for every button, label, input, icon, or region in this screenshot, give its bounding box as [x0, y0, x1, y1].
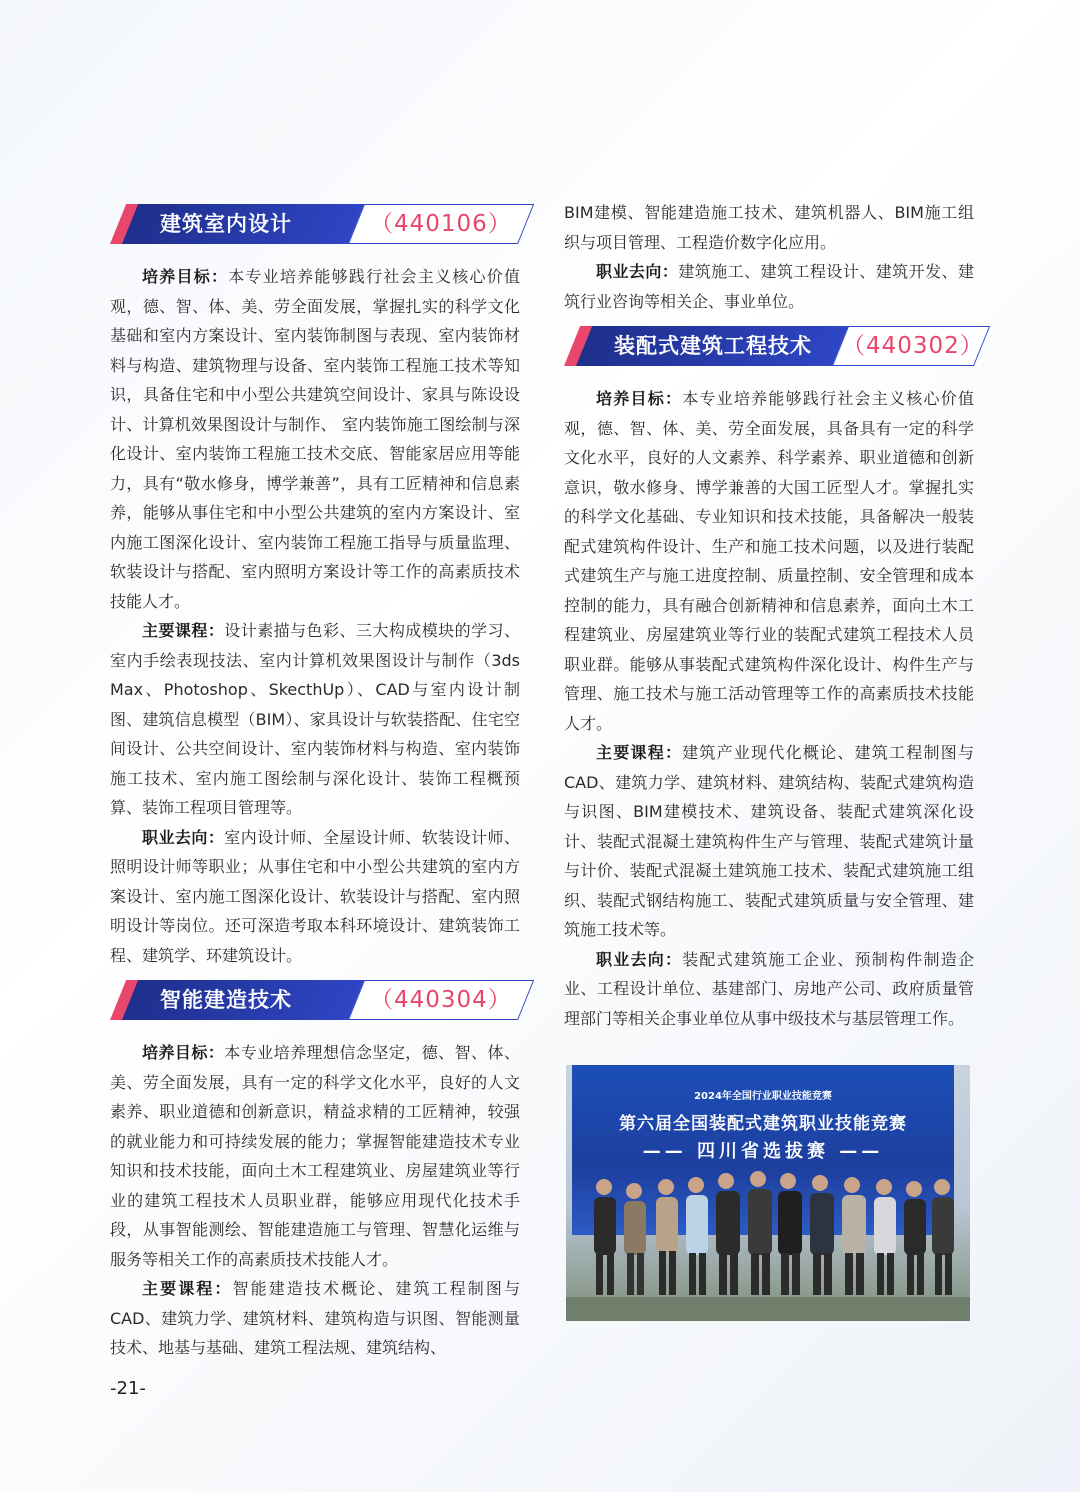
training-goal-text: 本专业培养能够践行社会主义核心价值观，德、智、体、美、劳全面发展，掌握扎实的科学文化基础和室内方案设计、室内装饰制图与表现、室内装饰材料与构造、建筑物理与设备、室内装饰工程施工技术等知识，具备住宅和中小型公共建筑空间设计、家具与陈设设计、计算机效果图设计与制作、 室内装饰施工图绘制与深化设计、室内装饰工程施工技术交底、智能家居应用等能力，具有“敬水修身，博学兼善”，具有工匠精神和信息素养，能够从事住宅和中小型公共建筑的室内方案设计、室内施工图深化设计、室内装饰工程施工指导与质量监理、软装设计与搭配、室内照明方案设计等工作的高素质技术技能人才。 [110, 267, 520, 611]
section-title: 智能建造技术 [160, 988, 292, 1012]
section-header-interior-design [110, 204, 520, 250]
left-column [110, 200, 520, 1363]
career-paragraph [564, 257, 974, 316]
main-courses-text: 设计素描与色彩、三大构成模块的学习、室内手绘表现技法、室内计算机效果图设计与制作（3ds Max、Photoshop、SkecthUp）、CAD与室内设计制图、建筑信息模型（BIM）、家具设计与软装搭配、住宅空间设计、公共空间设计、室内装饰材料与构造、室内装饰施工技术、室内施工图绘制与深化设计、装饰工程概预算、装饰工程项目管理等。 [110, 621, 520, 817]
banner-small-text: 2024年全国行业职业技能竞赛 [694, 1091, 832, 1102]
banner-main-text: 第六届全国装配式建筑职业技能竞赛 [619, 1114, 907, 1134]
section-title: 装配式建筑工程技术 [614, 334, 812, 358]
career-label: 职业去向： [596, 949, 683, 969]
main-courses-paragraph [564, 738, 974, 945]
section-title: 建筑室内设计 [160, 212, 292, 236]
section-code: （440106） [370, 211, 512, 237]
career-text: 装配式建筑施工企业、预制构件制造企业、工程设计单位、基建部门、房地产公司、政府质量管理部门等相关企事业单位从事中级技术与基层管理工作。 [564, 949, 974, 1028]
career-text: 室内设计师、全屋设计师、软装设计师、照明设计师等职业；从事住宅和中小型公共建筑的室内方案设计、室内施工图深化设计、软装设计与搭配、室内照明设计等岗位。还可深造考取本科环境设计、建筑装饰工程、建筑学、环建筑设计。 [110, 827, 520, 965]
banner-sub-text: —— 四川省选拔赛 —— [642, 1141, 884, 1162]
career-text: 建筑施工、建筑工程设计、建筑开发、建筑行业咨询等相关企、事业单位。 [564, 262, 974, 311]
career-paragraph [564, 945, 974, 1034]
main-courses-text: 建筑产业现代化概论、建筑工程制图与CAD、建筑力学、建筑材料、建筑结构、装配式建筑构造与识图、BIM建模技术、建筑设备、装配式建筑深化设计、装配式混凝土建筑构件生产与管理、装配式建筑计量与计价、装配式混凝土建筑施工技术、装配式建筑施工组织、装配式钢结构施工、装配式建筑质量与安全管理、建筑施工技术等。 [564, 743, 974, 939]
competition-group-photo [566, 1065, 970, 1321]
group-of-people [574, 1151, 964, 1301]
training-goal-paragraph [110, 262, 520, 616]
main-courses-label: 主要课程： [142, 1279, 233, 1298]
section-code: （440302） [842, 333, 984, 359]
training-goal-text: 本专业培养理想信念坚定，德、智、体、美、劳全面发展，具有一定的科学文化水平，良好的人文素养、职业道德和创新意识，精益求精的工匠精神，较强的就业能力和可持续发展的能力；掌握智能建造技术专业知识和技术技能，面向土木工程建筑业、房屋建筑业等行业的建筑工程技术人员职业群，能够应用现代化技术手段，从事智能测绘、智能建造施工与管理、智慧化运维与服务等相关工作的高素质技术技能人才。 [110, 1043, 520, 1269]
ground [566, 1297, 970, 1321]
main-courses-paragraph [110, 1274, 520, 1363]
career-label: 职业去向： [596, 262, 679, 281]
right-column [564, 198, 984, 1033]
main-courses-text: 智能建造技术概论、建筑工程制图与CAD、建筑力学、建筑材料、建筑构造与识图、智能测量技术、地基与基础、建筑工程法规、建筑结构、 [110, 1279, 520, 1357]
main-courses-label: 主要课程： [142, 621, 225, 640]
training-goal-label: 培养目标： [142, 1043, 225, 1062]
main-courses-continued: BIM建模、智能建造施工技术、建筑机器人、BIM施工组织与项目管理、工程造价数字化应用。 [564, 203, 974, 252]
training-goal-label: 培养目标： [142, 267, 229, 286]
main-courses-label: 主要课程： [596, 743, 683, 762]
training-goal-paragraph [110, 1038, 520, 1274]
training-goal-text: 本专业培养能够践行社会主义核心价值观，德、智、体、美、劳全面发展，具备具有一定的科学文化水平，良好的人文素养、科学素养、职业道德和创新意识，敬水修身、博学兼善的大国工匠型人才。掌握扎实的科学文化基础、专业知识和技术技能，具备解决一般装配式建筑构件设计、生产和施工技术问题，以及进行装配式建筑生产与施工进度控制、质量控制、安全管理和成本控制的能力，具有融合创新精神和信息素养，面向土木工程建筑业、房屋建筑业等行业的装配式建筑工程技术人员职业群。能够从事装配式建筑构件深化设计、构件生产与管理、施工技术与施工活动管理等工作的高素质技术技能人才。 [564, 389, 974, 733]
main-courses-paragraph [110, 616, 520, 823]
career-paragraph [110, 823, 520, 971]
section-header-intelligent-construction [110, 980, 520, 1026]
career-label: 职业去向： [142, 827, 225, 847]
person [594, 1171, 954, 1295]
page-number: -21- [110, 1378, 146, 1399]
training-goal-paragraph [564, 384, 974, 738]
section-header-prefab-construction [564, 326, 984, 372]
section-code: （440304） [370, 987, 512, 1013]
training-goal-label: 培养目标： [596, 389, 683, 408]
